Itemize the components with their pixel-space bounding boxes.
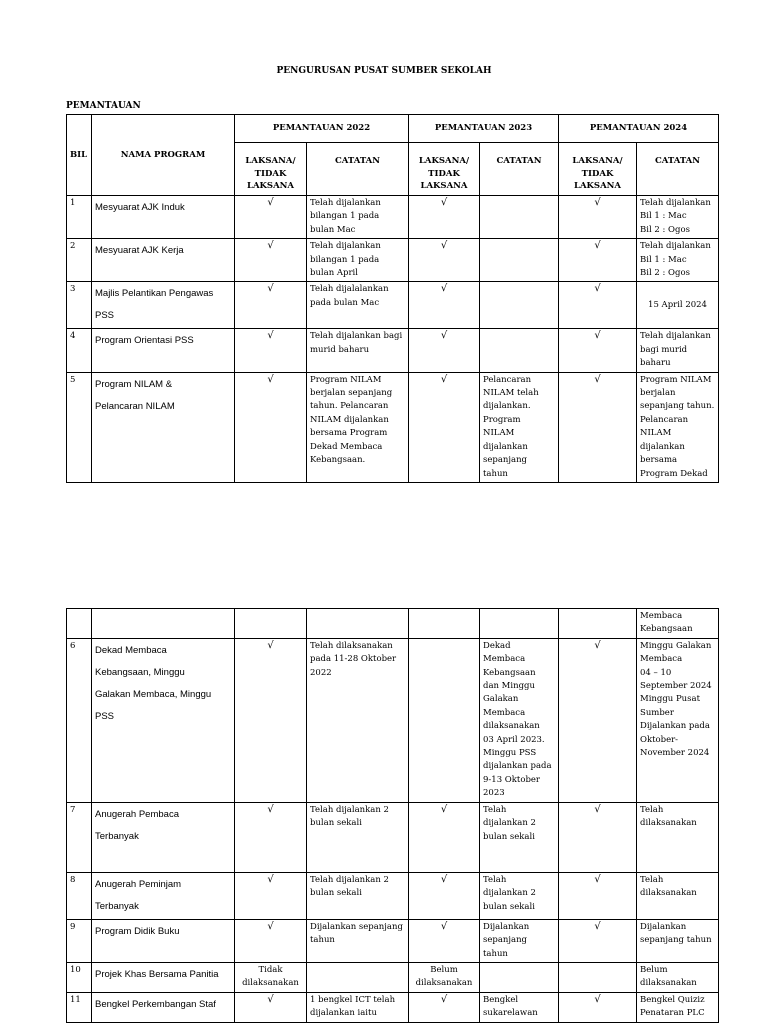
laksana-2022: Tidak dilaksanakan bbox=[235, 962, 307, 992]
catatan-2024: Telah dijalankan bagi murid baharu bbox=[637, 329, 719, 372]
table-row bbox=[67, 962, 719, 992]
monitoring-table-page1 bbox=[66, 114, 719, 483]
catatan-2022: Telah dilaksanakan pada 11-28 Oktober 2022 bbox=[307, 638, 409, 802]
catatan-2023: Dijalankan sepanjang tahun bbox=[480, 919, 559, 962]
row-number: 11 bbox=[67, 992, 92, 1022]
laksana-2023: √ bbox=[409, 992, 480, 1022]
program-name: Anugerah Peminjam Terbanyak bbox=[92, 872, 235, 919]
row-number: 6 bbox=[67, 638, 92, 802]
laksana-2023: √ bbox=[409, 329, 480, 372]
catatan-2022: Telah dijalankan bilangan 1 pada bulan Mac bbox=[307, 196, 409, 239]
header-bil: BIL bbox=[67, 115, 92, 196]
catatan-2022: Telah dijalankan 2 bulan sekali bbox=[307, 872, 409, 919]
laksana-2022: √ bbox=[235, 239, 307, 282]
program-name: Bengkel Perkembangan Staf bbox=[92, 992, 235, 1022]
laksana-2023 bbox=[409, 638, 480, 802]
laksana-2024: √ bbox=[559, 802, 637, 872]
catatan-2024: Belum dilaksanakan bbox=[637, 962, 719, 992]
row-number: 4 bbox=[67, 329, 92, 372]
continuation-row bbox=[67, 609, 719, 639]
header-catatan-2024: CATATAN bbox=[637, 143, 719, 196]
header-pemantauan-2022: PEMANTAUAN 2022 bbox=[235, 115, 409, 143]
header-pemantauan-2023: PEMANTAUAN 2023 bbox=[409, 115, 559, 143]
laksana-2024: √ bbox=[559, 196, 637, 239]
table-row bbox=[67, 802, 719, 872]
laksana-2023: Belum dilaksanakan bbox=[409, 962, 480, 992]
catatan-2022: Program NILAM berjalan sepanjang tahun. Pelancaran NILAM dijalankan bersama Program Dekad Membaca Kebangsaan. bbox=[307, 372, 409, 482]
header-laksana-2022: LAKSANA/ TIDAK LAKSANA bbox=[235, 143, 307, 196]
laksana-2024: √ bbox=[559, 638, 637, 802]
row-number: 10 bbox=[67, 962, 92, 992]
program-name: Mesyuarat AJK Induk bbox=[92, 196, 235, 239]
laksana-2023: √ bbox=[409, 872, 480, 919]
table-row bbox=[67, 872, 719, 919]
catatan-2022: Telah dijalankan 2 bulan sekali bbox=[307, 802, 409, 872]
catatan-2024: 15 April 2024 bbox=[637, 282, 719, 329]
laksana-2023: √ bbox=[409, 282, 480, 329]
row-number: 2 bbox=[67, 239, 92, 282]
laksana-2024: √ bbox=[559, 282, 637, 329]
laksana-2024: √ bbox=[559, 329, 637, 372]
laksana-2022: √ bbox=[235, 919, 307, 962]
catatan-2022: 1 bengkel ICT telah dijalankan iaitu bbox=[307, 992, 409, 1022]
catatan-2022: Dijalankan sepanjang tahun bbox=[307, 919, 409, 962]
laksana-2024: √ bbox=[559, 919, 637, 962]
catatan-2024: Telah dijalankan Bil 1 : Mac Bil 2 : Ogos bbox=[637, 196, 719, 239]
catatan-2023: Bengkel sukarelawan bbox=[480, 992, 559, 1022]
catatan-2022: Telah dijalankan bagi murid baharu bbox=[307, 329, 409, 372]
laksana-2022: √ bbox=[235, 372, 307, 482]
catatan-2023: Telah dijalankan 2 bulan sekali bbox=[480, 872, 559, 919]
table-row bbox=[67, 329, 719, 372]
table-row bbox=[67, 919, 719, 962]
catatan-2024: Minggu Galakan Membaca 04 – 10 September 2024 Minggu Pusat Sumber Dijalankan pada Oktober- November 2024 bbox=[637, 638, 719, 802]
catatan-2023 bbox=[480, 282, 559, 329]
catatan-2022: Telah dijalalankan pada bulan Mac bbox=[307, 282, 409, 329]
laksana-2024: √ bbox=[559, 992, 637, 1022]
section-label: PEMANTAUAN bbox=[66, 101, 141, 111]
catatan-2023 bbox=[480, 196, 559, 239]
header-nama-program: NAMA PROGRAM bbox=[92, 115, 235, 196]
laksana-2022: √ bbox=[235, 282, 307, 329]
table-row bbox=[67, 372, 719, 482]
program-name: Anugerah Pembaca Terbanyak bbox=[92, 802, 235, 872]
program-name: Projek Khas Bersama Panitia bbox=[92, 962, 235, 992]
row-number: 8 bbox=[67, 872, 92, 919]
header-laksana-2024: LAKSANA/ TIDAK LAKSANA bbox=[559, 143, 637, 196]
catatan-2022 bbox=[307, 962, 409, 992]
catatan-2024: Telah dilaksanakan bbox=[637, 872, 719, 919]
table-row bbox=[67, 282, 719, 329]
program-name: Program NILAM & Pelancaran NILAM bbox=[92, 372, 235, 482]
catatan-2023 bbox=[480, 329, 559, 372]
header-laksana-2023: LAKSANA/ TIDAK LAKSANA bbox=[409, 143, 480, 196]
row-number: 3 bbox=[67, 282, 92, 329]
catatan-2024: Program NILAM berjalan sepanjang tahun. Pelancaran NILAM dijalankan bersama Program Dekad bbox=[637, 372, 719, 482]
table-row bbox=[67, 196, 719, 239]
catatan-2022: Telah dijalankan bilangan 1 pada bulan April bbox=[307, 239, 409, 282]
row-number: 7 bbox=[67, 802, 92, 872]
monitoring-table-page2 bbox=[66, 608, 719, 1023]
laksana-2023: √ bbox=[409, 239, 480, 282]
laksana-2024: √ bbox=[559, 872, 637, 919]
row-number: 9 bbox=[67, 919, 92, 962]
row-number: 5 bbox=[67, 372, 92, 482]
catatan-2024: Bengkel Quiziz Penataran PLC bbox=[637, 992, 719, 1022]
catatan-2024: Telah dijalankan Bil 1 : Mac Bil 2 : Ogos bbox=[637, 239, 719, 282]
laksana-2022: √ bbox=[235, 638, 307, 802]
program-name: Mesyuarat AJK Kerja bbox=[92, 239, 235, 282]
laksana-2023: √ bbox=[409, 196, 480, 239]
document-title: PENGURUSAN PUSAT SUMBER SEKOLAH bbox=[276, 66, 492, 76]
program-name: Dekad Membaca Kebangsaan, Minggu Galakan Membaca, Minggu PSS bbox=[92, 638, 235, 802]
program-name: Majlis Pelantikan Pengawas PSS bbox=[92, 282, 235, 329]
header-catatan-2023: CATATAN bbox=[480, 143, 559, 196]
laksana-2023: √ bbox=[409, 919, 480, 962]
laksana-2022: √ bbox=[235, 992, 307, 1022]
catatan-2024: Dijalankan sepanjang tahun bbox=[637, 919, 719, 962]
table-row bbox=[67, 638, 719, 802]
continuation-cell: Membaca Kebangsaan bbox=[637, 609, 719, 639]
catatan-2023: Telah dijalankan 2 bulan sekali bbox=[480, 802, 559, 872]
laksana-2022: √ bbox=[235, 329, 307, 372]
laksana-2022: √ bbox=[235, 802, 307, 872]
program-name: Program Orientasi PSS bbox=[92, 329, 235, 372]
laksana-2022: √ bbox=[235, 872, 307, 919]
table-row bbox=[67, 239, 719, 282]
row-number: 1 bbox=[67, 196, 92, 239]
laksana-2024: √ bbox=[559, 239, 637, 282]
catatan-2024: Telah dilaksanakan bbox=[637, 802, 719, 872]
table-row bbox=[67, 992, 719, 1022]
laksana-2023: √ bbox=[409, 372, 480, 482]
catatan-2023 bbox=[480, 239, 559, 282]
program-name: Program Didik Buku bbox=[92, 919, 235, 962]
laksana-2022: √ bbox=[235, 196, 307, 239]
catatan-2023: Dekad Membaca Kebangsaan dan Minggu Galakan Membaca dilaksanakan 03 April 2023. Minggu PSS dijalankan pada 9-13 Oktober 2023 bbox=[480, 638, 559, 802]
laksana-2023: √ bbox=[409, 802, 480, 872]
laksana-2024: √ bbox=[559, 372, 637, 482]
header-catatan-2022: CATATAN bbox=[307, 143, 409, 196]
laksana-2024 bbox=[559, 962, 637, 992]
catatan-2023: Pelancaran NILAM telah dijalankan. Program NILAM dijalankan sepanjang tahun bbox=[480, 372, 559, 482]
catatan-2023 bbox=[480, 962, 559, 992]
header-pemantauan-2024: PEMANTAUAN 2024 bbox=[559, 115, 719, 143]
